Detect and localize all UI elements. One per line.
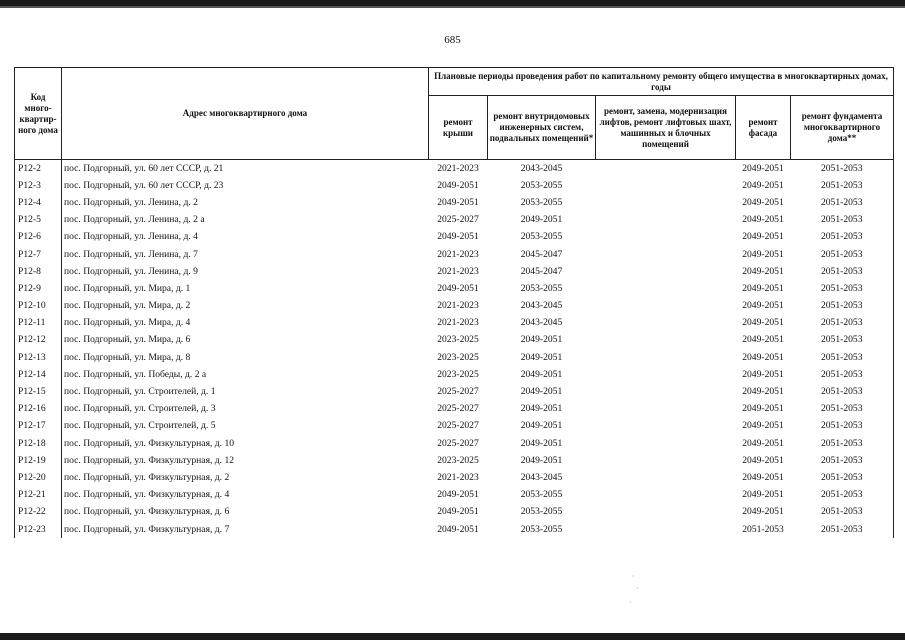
header-group-periods: Плановые периоды проведения работ по капитальному ремонту общего имущества в многоквартирных домах, годы bbox=[429, 68, 894, 96]
table-row bbox=[15, 177, 894, 194]
cell-code: P12-8 bbox=[15, 263, 62, 280]
cell-facade: 2051-2053 bbox=[742, 523, 784, 535]
cell-systems: 2043-2045 bbox=[520, 317, 563, 329]
cell-foundation: 2051-2053 bbox=[791, 418, 894, 435]
table-row bbox=[15, 366, 894, 383]
cell-code: P12-18 bbox=[15, 435, 62, 452]
scan-noise: · bbox=[636, 584, 639, 593]
cell-systems: 2053-2055 bbox=[520, 196, 563, 208]
cell-foundation: 2051-2053 bbox=[791, 315, 894, 332]
cell-address: пос. Подгорный, ул. Ленина, д. 7 bbox=[62, 246, 429, 263]
cell-foundation: 2051-2053 bbox=[791, 246, 894, 263]
cell-facade: 2049-2051 bbox=[742, 300, 784, 312]
cell-roof: 2049-2051 bbox=[437, 196, 479, 208]
cell-code: P12-6 bbox=[15, 229, 62, 246]
cell-foundation: 2051-2053 bbox=[791, 366, 894, 383]
cell-roof: 2021-2023 bbox=[437, 471, 479, 483]
cell-foundation: 2051-2053 bbox=[791, 383, 894, 400]
cell-systems: 2049-2051 bbox=[520, 420, 563, 432]
cell-address: пос. Подгорный, ул. Физкультурная, д. 12 bbox=[62, 452, 429, 469]
cell-facade: 2049-2051 bbox=[742, 231, 784, 243]
cell-roof: 2021-2023 bbox=[437, 248, 479, 260]
table-row bbox=[15, 383, 894, 400]
cell-systems: 2053-2055 bbox=[520, 489, 563, 501]
cell-address: пос. Подгорный, ул. Строителей, д. 5 bbox=[62, 418, 429, 435]
table-row bbox=[15, 229, 894, 246]
cell-code: P12-16 bbox=[15, 401, 62, 418]
cell-elevators bbox=[596, 212, 736, 229]
cell-systems: 2053-2055 bbox=[520, 282, 563, 294]
cell-roof: 2023-2025 bbox=[437, 368, 479, 380]
cell-address: пос. Подгорный, ул. Физкультурная, д. 6 bbox=[62, 504, 429, 521]
cell-elevators bbox=[596, 401, 736, 418]
table-row bbox=[15, 349, 894, 366]
header-roof: ремонт крыши bbox=[429, 96, 488, 160]
cell-facade: 2049-2051 bbox=[742, 248, 784, 260]
cell-roof: 2021-2023 bbox=[437, 317, 479, 329]
cell-systems: 2049-2051 bbox=[520, 437, 563, 449]
cell-foundation: 2051-2053 bbox=[791, 487, 894, 504]
cell-address: пос. Подгорный, ул. Победы, д. 2 а bbox=[62, 366, 429, 383]
cell-systems: 2053-2055 bbox=[520, 523, 563, 535]
table-row bbox=[15, 521, 894, 538]
cell-code: P12-21 bbox=[15, 487, 62, 504]
cell-code: P12-7 bbox=[15, 246, 62, 263]
scan-noise: · bbox=[632, 572, 635, 581]
cell-elevators bbox=[596, 263, 736, 280]
cell-elevators bbox=[596, 521, 736, 538]
header-systems: ремонт внутридомовых инженерных систем, подвальных помещений* bbox=[488, 96, 596, 160]
cell-foundation: 2051-2053 bbox=[791, 349, 894, 366]
cell-foundation: 2051-2053 bbox=[791, 332, 894, 349]
table-row bbox=[15, 504, 894, 521]
table-row bbox=[15, 263, 894, 280]
cell-code: P12-19 bbox=[15, 452, 62, 469]
cell-address: пос. Подгорный, ул. Физкультурная, д. 2 bbox=[62, 469, 429, 486]
page-number: 685 bbox=[444, 34, 461, 46]
cell-foundation: 2051-2053 bbox=[791, 504, 894, 521]
cell-roof: 2023-2025 bbox=[437, 351, 479, 363]
cell-code: P12-9 bbox=[15, 280, 62, 297]
cell-roof: 2025-2027 bbox=[437, 214, 479, 226]
cell-roof: 2049-2051 bbox=[437, 489, 479, 501]
cell-elevators bbox=[596, 332, 736, 349]
cell-roof: 2021-2023 bbox=[437, 265, 479, 277]
scan-top-border-shadow bbox=[0, 6, 905, 8]
cell-foundation: 2051-2053 bbox=[791, 298, 894, 315]
cell-systems: 2049-2051 bbox=[520, 368, 563, 380]
cell-address: пос. Подгорный, ул. Физкультурная, д. 10 bbox=[62, 435, 429, 452]
cell-address: пос. Подгорный, ул. Мира, д. 1 bbox=[62, 280, 429, 297]
table-row bbox=[15, 315, 894, 332]
cell-facade: 2049-2051 bbox=[742, 437, 784, 449]
cell-elevators bbox=[596, 452, 736, 469]
cell-code: P12-23 bbox=[15, 521, 62, 538]
cell-facade: 2049-2051 bbox=[742, 282, 784, 294]
cell-facade: 2049-2051 bbox=[742, 214, 784, 226]
table-row bbox=[15, 469, 894, 486]
header-foundation: ремонт фундамента многоквартирного дома** bbox=[791, 96, 894, 160]
cell-roof: 2021-2023 bbox=[437, 300, 479, 312]
cell-foundation: 2051-2053 bbox=[791, 280, 894, 297]
cell-elevators bbox=[596, 469, 736, 486]
cell-systems: 2049-2051 bbox=[520, 214, 563, 226]
table-row bbox=[15, 246, 894, 263]
cell-elevators bbox=[596, 418, 736, 435]
cell-roof: 2025-2027 bbox=[437, 403, 479, 415]
cell-address: пос. Подгорный, ул. Ленина, д. 2 а bbox=[62, 212, 429, 229]
cell-roof: 2049-2051 bbox=[437, 523, 479, 535]
repair-schedule-table bbox=[14, 67, 894, 538]
cell-elevators bbox=[596, 504, 736, 521]
table-row bbox=[15, 160, 894, 178]
cell-facade: 2049-2051 bbox=[742, 420, 784, 432]
cell-roof: 2025-2027 bbox=[437, 386, 479, 398]
cell-address: пос. Подгорный, ул. Ленина, д. 2 bbox=[62, 194, 429, 211]
cell-foundation: 2051-2053 bbox=[791, 194, 894, 211]
cell-address: пос. Подгорный, ул. 60 лет СССР, д. 21 bbox=[62, 160, 429, 178]
cell-code: P12-10 bbox=[15, 298, 62, 315]
table-row bbox=[15, 332, 894, 349]
cell-foundation: 2051-2053 bbox=[791, 452, 894, 469]
cell-roof: 2049-2051 bbox=[437, 282, 479, 294]
cell-address: пос. Подгорный, ул. Мира, д. 6 bbox=[62, 332, 429, 349]
cell-elevators bbox=[596, 383, 736, 400]
cell-address: пос. Подгорный, ул. Мира, д. 2 bbox=[62, 298, 429, 315]
cell-foundation: 2051-2053 bbox=[791, 435, 894, 452]
cell-address: пос. Подгорный, ул. Строителей, д. 1 bbox=[62, 383, 429, 400]
cell-roof: 2049-2051 bbox=[437, 231, 479, 243]
cell-systems: 2049-2051 bbox=[520, 454, 563, 466]
cell-systems: 2045-2047 bbox=[520, 248, 563, 260]
cell-code: P12-20 bbox=[15, 469, 62, 486]
cell-foundation: 2051-2053 bbox=[791, 521, 894, 538]
cell-elevators bbox=[596, 194, 736, 211]
cell-code: P12-11 bbox=[15, 315, 62, 332]
cell-address: пос. Подгорный, ул. Мира, д. 8 bbox=[62, 349, 429, 366]
cell-foundation: 2051-2053 bbox=[791, 177, 894, 194]
cell-systems: 2043-2045 bbox=[520, 162, 563, 174]
cell-code: P12-3 bbox=[15, 177, 62, 194]
table-row bbox=[15, 280, 894, 297]
cell-elevators bbox=[596, 487, 736, 504]
cell-systems: 2049-2051 bbox=[520, 334, 563, 346]
cell-facade: 2049-2051 bbox=[742, 368, 784, 380]
cell-address: пос. Подгорный, ул. Мира, д. 4 bbox=[62, 315, 429, 332]
cell-systems: 2043-2045 bbox=[520, 471, 563, 483]
cell-code: P12-17 bbox=[15, 418, 62, 435]
cell-elevators bbox=[596, 315, 736, 332]
cell-elevators bbox=[596, 298, 736, 315]
cell-facade: 2049-2051 bbox=[742, 403, 784, 415]
cell-systems: 2053-2055 bbox=[520, 506, 563, 518]
cell-systems: 2049-2051 bbox=[520, 351, 563, 363]
cell-foundation: 2051-2053 bbox=[791, 263, 894, 280]
cell-facade: 2049-2051 bbox=[742, 265, 784, 277]
cell-elevators bbox=[596, 280, 736, 297]
cell-address: пос. Подгорный, ул. Строителей, д. 3 bbox=[62, 401, 429, 418]
cell-facade: 2049-2051 bbox=[742, 196, 784, 208]
cell-systems: 2053-2055 bbox=[520, 179, 563, 191]
cell-code: P12-22 bbox=[15, 504, 62, 521]
scan-noise: · bbox=[629, 598, 632, 607]
cell-systems: 2043-2045 bbox=[520, 300, 563, 312]
cell-facade: 2049-2051 bbox=[742, 162, 784, 174]
cell-code: P12-15 bbox=[15, 383, 62, 400]
cell-facade: 2049-2051 bbox=[742, 506, 784, 518]
cell-roof: 2023-2025 bbox=[437, 334, 479, 346]
cell-systems: 2045-2047 bbox=[520, 265, 563, 277]
header-elevators: ремонт, замена, модернизация лифтов, ремонт лифтовых шахт, машинных и блочных помещений bbox=[596, 96, 736, 160]
cell-elevators bbox=[596, 229, 736, 246]
cell-roof: 2025-2027 bbox=[437, 437, 479, 449]
cell-facade: 2049-2051 bbox=[742, 334, 784, 346]
cell-foundation: 2051-2053 bbox=[791, 401, 894, 418]
cell-roof: 2049-2051 bbox=[437, 506, 479, 518]
table-row bbox=[15, 194, 894, 211]
cell-facade: 2049-2051 bbox=[742, 489, 784, 501]
header-code: Код много-квартир-ного дома bbox=[15, 68, 62, 160]
cell-facade: 2049-2051 bbox=[742, 471, 784, 483]
header-address: Адрес многоквартирного дома bbox=[62, 68, 429, 160]
table-row bbox=[15, 418, 894, 435]
cell-roof: 2021-2023 bbox=[437, 162, 479, 174]
cell-elevators bbox=[596, 246, 736, 263]
header-facade: ремонт фасада bbox=[736, 96, 791, 160]
cell-elevators bbox=[596, 435, 736, 452]
table-row bbox=[15, 401, 894, 418]
cell-address: пос. Подгорный, ул. Ленина, д. 9 bbox=[62, 263, 429, 280]
cell-facade: 2049-2051 bbox=[742, 179, 784, 191]
cell-elevators bbox=[596, 160, 736, 178]
cell-code: P12-14 bbox=[15, 366, 62, 383]
cell-address: пос. Подгорный, ул. 60 лет СССР, д. 23 bbox=[62, 177, 429, 194]
cell-systems: 2049-2051 bbox=[520, 386, 563, 398]
cell-code: P12-2 bbox=[15, 160, 62, 178]
cell-elevators bbox=[596, 349, 736, 366]
cell-systems: 2053-2055 bbox=[520, 231, 563, 243]
cell-address: пос. Подгорный, ул. Ленина, д. 4 bbox=[62, 229, 429, 246]
cell-systems: 2049-2051 bbox=[520, 403, 563, 415]
cell-foundation: 2051-2053 bbox=[791, 469, 894, 486]
cell-facade: 2049-2051 bbox=[742, 454, 784, 466]
cell-foundation: 2051-2053 bbox=[791, 160, 894, 178]
table-row bbox=[15, 487, 894, 504]
cell-facade: 2049-2051 bbox=[742, 386, 784, 398]
scan-bottom-border bbox=[0, 633, 905, 640]
cell-elevators bbox=[596, 366, 736, 383]
cell-foundation: 2051-2053 bbox=[791, 229, 894, 246]
cell-roof: 2023-2025 bbox=[437, 454, 479, 466]
cell-address: пос. Подгорный, ул. Физкультурная, д. 4 bbox=[62, 487, 429, 504]
table-row bbox=[15, 298, 894, 315]
cell-code: P12-13 bbox=[15, 349, 62, 366]
cell-roof: 2025-2027 bbox=[437, 420, 479, 432]
cell-facade: 2049-2051 bbox=[742, 317, 784, 329]
cell-roof: 2049-2051 bbox=[437, 179, 479, 191]
cell-code: P12-4 bbox=[15, 194, 62, 211]
cell-address: пос. Подгорный, ул. Физкультурная, д. 7 bbox=[62, 521, 429, 538]
cell-code: P12-5 bbox=[15, 212, 62, 229]
table-row bbox=[15, 212, 894, 229]
table-row bbox=[15, 435, 894, 452]
cell-code: P12-12 bbox=[15, 332, 62, 349]
cell-facade: 2049-2051 bbox=[742, 351, 784, 363]
cell-elevators bbox=[596, 177, 736, 194]
table-row bbox=[15, 452, 894, 469]
cell-foundation: 2051-2053 bbox=[791, 212, 894, 229]
